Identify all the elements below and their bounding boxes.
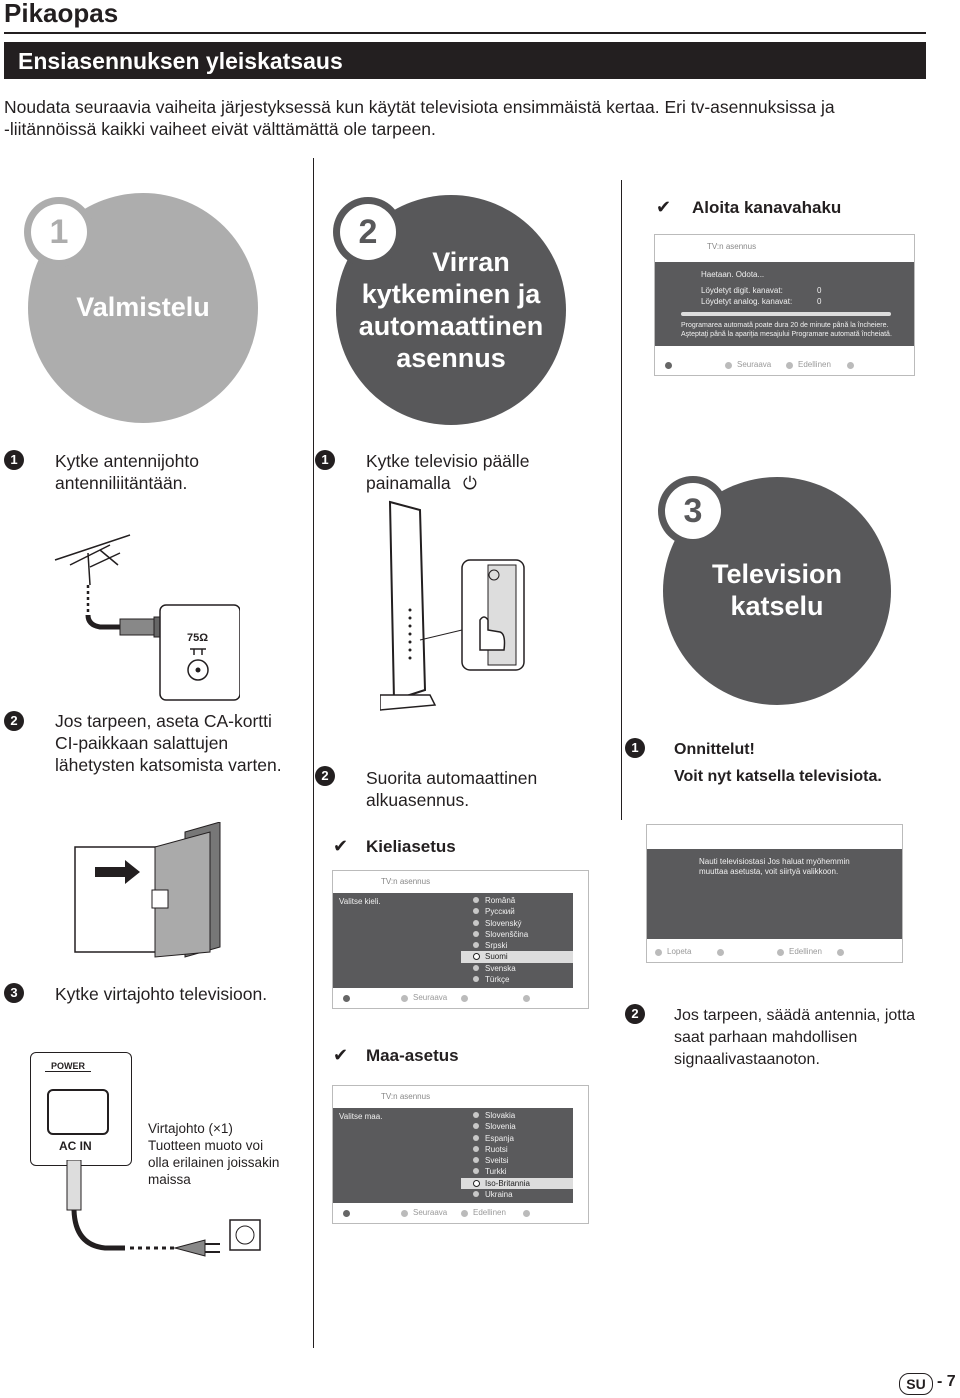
lang-item[interactable]: Suomi [461,951,573,962]
country-prompt: Valitse maa. [339,1112,383,1121]
scan-digital-value: 0 [817,286,822,295]
lang-screen [332,870,589,1009]
language-badge: SU [899,1373,933,1395]
scan-prev-dot [786,362,793,369]
lang-next-dot [401,995,408,1002]
power-label: POWER [45,1061,91,1072]
step1-number: 1 [31,204,87,260]
lang-item[interactable]: Slovenščina [461,929,573,940]
scan-end-dot [847,362,854,369]
scan-prev-label[interactable]: Edellinen [798,360,831,369]
country-item[interactable]: Espanja [461,1133,573,1144]
column-divider-1 [313,158,314,1348]
step1-text-2: Jos tarpeen, aseta CA-kortti CI-paikkaan salattujen lähetysten katsomista varten. [55,711,282,775]
finish-dot-2 [717,949,724,956]
cord-text-2: Tuotteen muoto voi olla erilainen joissakin maissa [148,1138,280,1187]
power-socket-panel [30,1052,132,1166]
step1-text-1: Kytke antennijohto antenniliitäntään. [55,451,199,493]
country-item[interactable]: Slovakia [461,1110,573,1121]
scan-next-label[interactable]: Seuraava [737,360,772,369]
step1-num-ring [24,197,94,267]
step1-bullet-2: 2 [4,711,24,731]
step1-text-3: Kytke virtajohto televisioon. [55,984,268,1004]
finish-prev-dot [777,949,784,956]
scan-check-icon: ✔ [656,197,672,217]
lang-nav-dot [343,995,350,1002]
country-next-label[interactable]: Seuraava [413,1208,448,1217]
country-prev-label[interactable]: Edellinen [473,1208,506,1217]
lang-item[interactable]: Русский [461,906,573,917]
finish-dot-4 [837,949,844,956]
finish-screen [646,824,903,963]
intro-text: Noudata seuraavia vaiheita järjestyksessä kun käytät televisiota ensimmäistä kertaa. Eri tv-asennuksissa ja -liitännöissä kaikki vaiheet eivät välttämättä ole tarpeen. [4,97,835,139]
finish-panel [647,849,902,939]
scan-header: TV:n asennus [707,242,757,251]
step3-bullet-1: 1 [625,738,645,758]
lang-next-label[interactable]: Seuraava [413,993,448,1002]
page-title: Pikaopas [4,0,119,28]
lang-list [461,895,573,985]
step2-bullet-1: 1 [315,450,335,470]
step1-bullet-3: 3 [4,983,24,1003]
lang-item[interactable]: Türkçe [461,974,573,985]
step3-enjoy: Voit nyt katsella televisiota. [674,768,882,785]
scan-ro-line2: Aşteptaţi până la apariţia mesajului Programare automată încheiată. [681,331,892,338]
finish-quit-dot [655,949,662,956]
step3-number: 3 [665,483,721,539]
scan-title: Aloita kanavahaku [692,198,842,217]
country-item[interactable]: Sveitsi [461,1155,573,1166]
scan-progress-bar [681,312,891,316]
scan-digital-label: Löydetyt digit. kanavat: [701,286,783,295]
lang-prompt: Valitse kieli. [339,897,381,906]
column-divider-2 [621,180,622,820]
finish-quit-label[interactable]: Lopeta [667,947,692,956]
step2-label-1: Virran [432,247,510,277]
scan-panel [655,262,914,346]
country-item[interactable]: Slovenia [461,1121,573,1132]
step3-bullet-2: 2 [625,1004,645,1024]
acin-label: AC IN [59,1139,92,1153]
country-panel [333,1108,573,1203]
country-dot-4 [523,1210,530,1217]
step3-congrats: Onnittelut! [674,741,755,758]
lang-check-icon: ✔ [333,836,349,856]
country-screen-header: TV:n asennus [381,1092,431,1101]
country-nav-dot [343,1210,350,1217]
tv-side-illustration [380,500,530,712]
antenna-ohm-label: 75Ω [187,632,209,644]
lang-item[interactable]: Srpski [461,940,573,951]
finish-prev-label[interactable]: Edellinen [789,947,822,956]
scan-nav-dot [665,362,672,369]
step1-label: Valmistelu [76,292,210,322]
finish-message: Nauti televisiostasi Jos haluat myöhemmin muuttaa asetusta, voit siirtyä valikkoon. [699,857,850,876]
scan-ro-line1: Programarea automată poate dura 20 de minute până la încheiere. [681,322,889,329]
step3-label-1: Television [711,559,843,589]
step2-num-ring [333,197,403,267]
country-list [461,1110,573,1200]
country-item[interactable]: Turkki [461,1166,573,1177]
lang-dot-4 [523,995,530,1002]
step2-label-4: asennus [396,343,506,373]
cord-text-1: Virtajohto (×1) [148,1121,233,1136]
antenna-illustration [40,525,240,705]
country-item[interactable]: Ruotsi [461,1144,573,1155]
step1-bullet-1: 1 [4,450,24,470]
lang-dot-3 [461,995,468,1002]
step2-text-1b: painamalla [366,473,451,493]
step2-label-3: automaattinen [358,311,544,341]
country-item[interactable]: Ukraina [461,1189,573,1200]
country-prev-dot [461,1210,468,1217]
lang-item[interactable]: Slovenský [461,918,573,929]
scan-next-dot [725,362,732,369]
country-check-icon: ✔ [333,1045,349,1065]
lang-panel [333,893,573,988]
country-screen [332,1085,589,1224]
lang-item[interactable]: Svenska [461,963,573,974]
power-symbol-icon: ⏻ [463,473,477,493]
lang-screen-header: TV:n asennus [381,877,431,886]
scan-analog-value: 0 [817,297,822,306]
lang-item[interactable]: Română [461,895,573,906]
scan-searching: Haetaan. Odota... [701,270,765,279]
step3-num-ring [658,476,728,546]
lang-title: Kieliasetus [366,837,456,856]
section-banner: Ensiasennuksen yleiskatsaus [4,42,926,79]
page-number: - 7 [937,1373,956,1390]
step2-number: 2 [340,204,396,260]
step2-bullet-2: 2 [315,766,335,786]
scan-screen [654,234,915,376]
country-title: Maa-asetus [366,1046,459,1065]
step2-text-2: Suorita automaattinen alkuasennus. [366,768,538,810]
scan-analog-label: Löydetyt analog. kanavat: [701,297,793,306]
step3-text-2: Jos tarpeen, säädä antennia, jotta saat parhaan mahdollisen signaalivastaanoton. [674,1007,916,1068]
step2-text-1a: Kytke televisio päälle [366,451,530,471]
country-next-dot [401,1210,408,1217]
ac-socket [47,1089,109,1135]
title-rule [4,32,926,34]
step3-label-2: katselu [730,591,824,621]
country-item[interactable]: Iso-Britannia [461,1178,573,1189]
step2-label-2: kytkeminen ja [361,279,541,309]
ca-card-illustration [70,822,230,962]
